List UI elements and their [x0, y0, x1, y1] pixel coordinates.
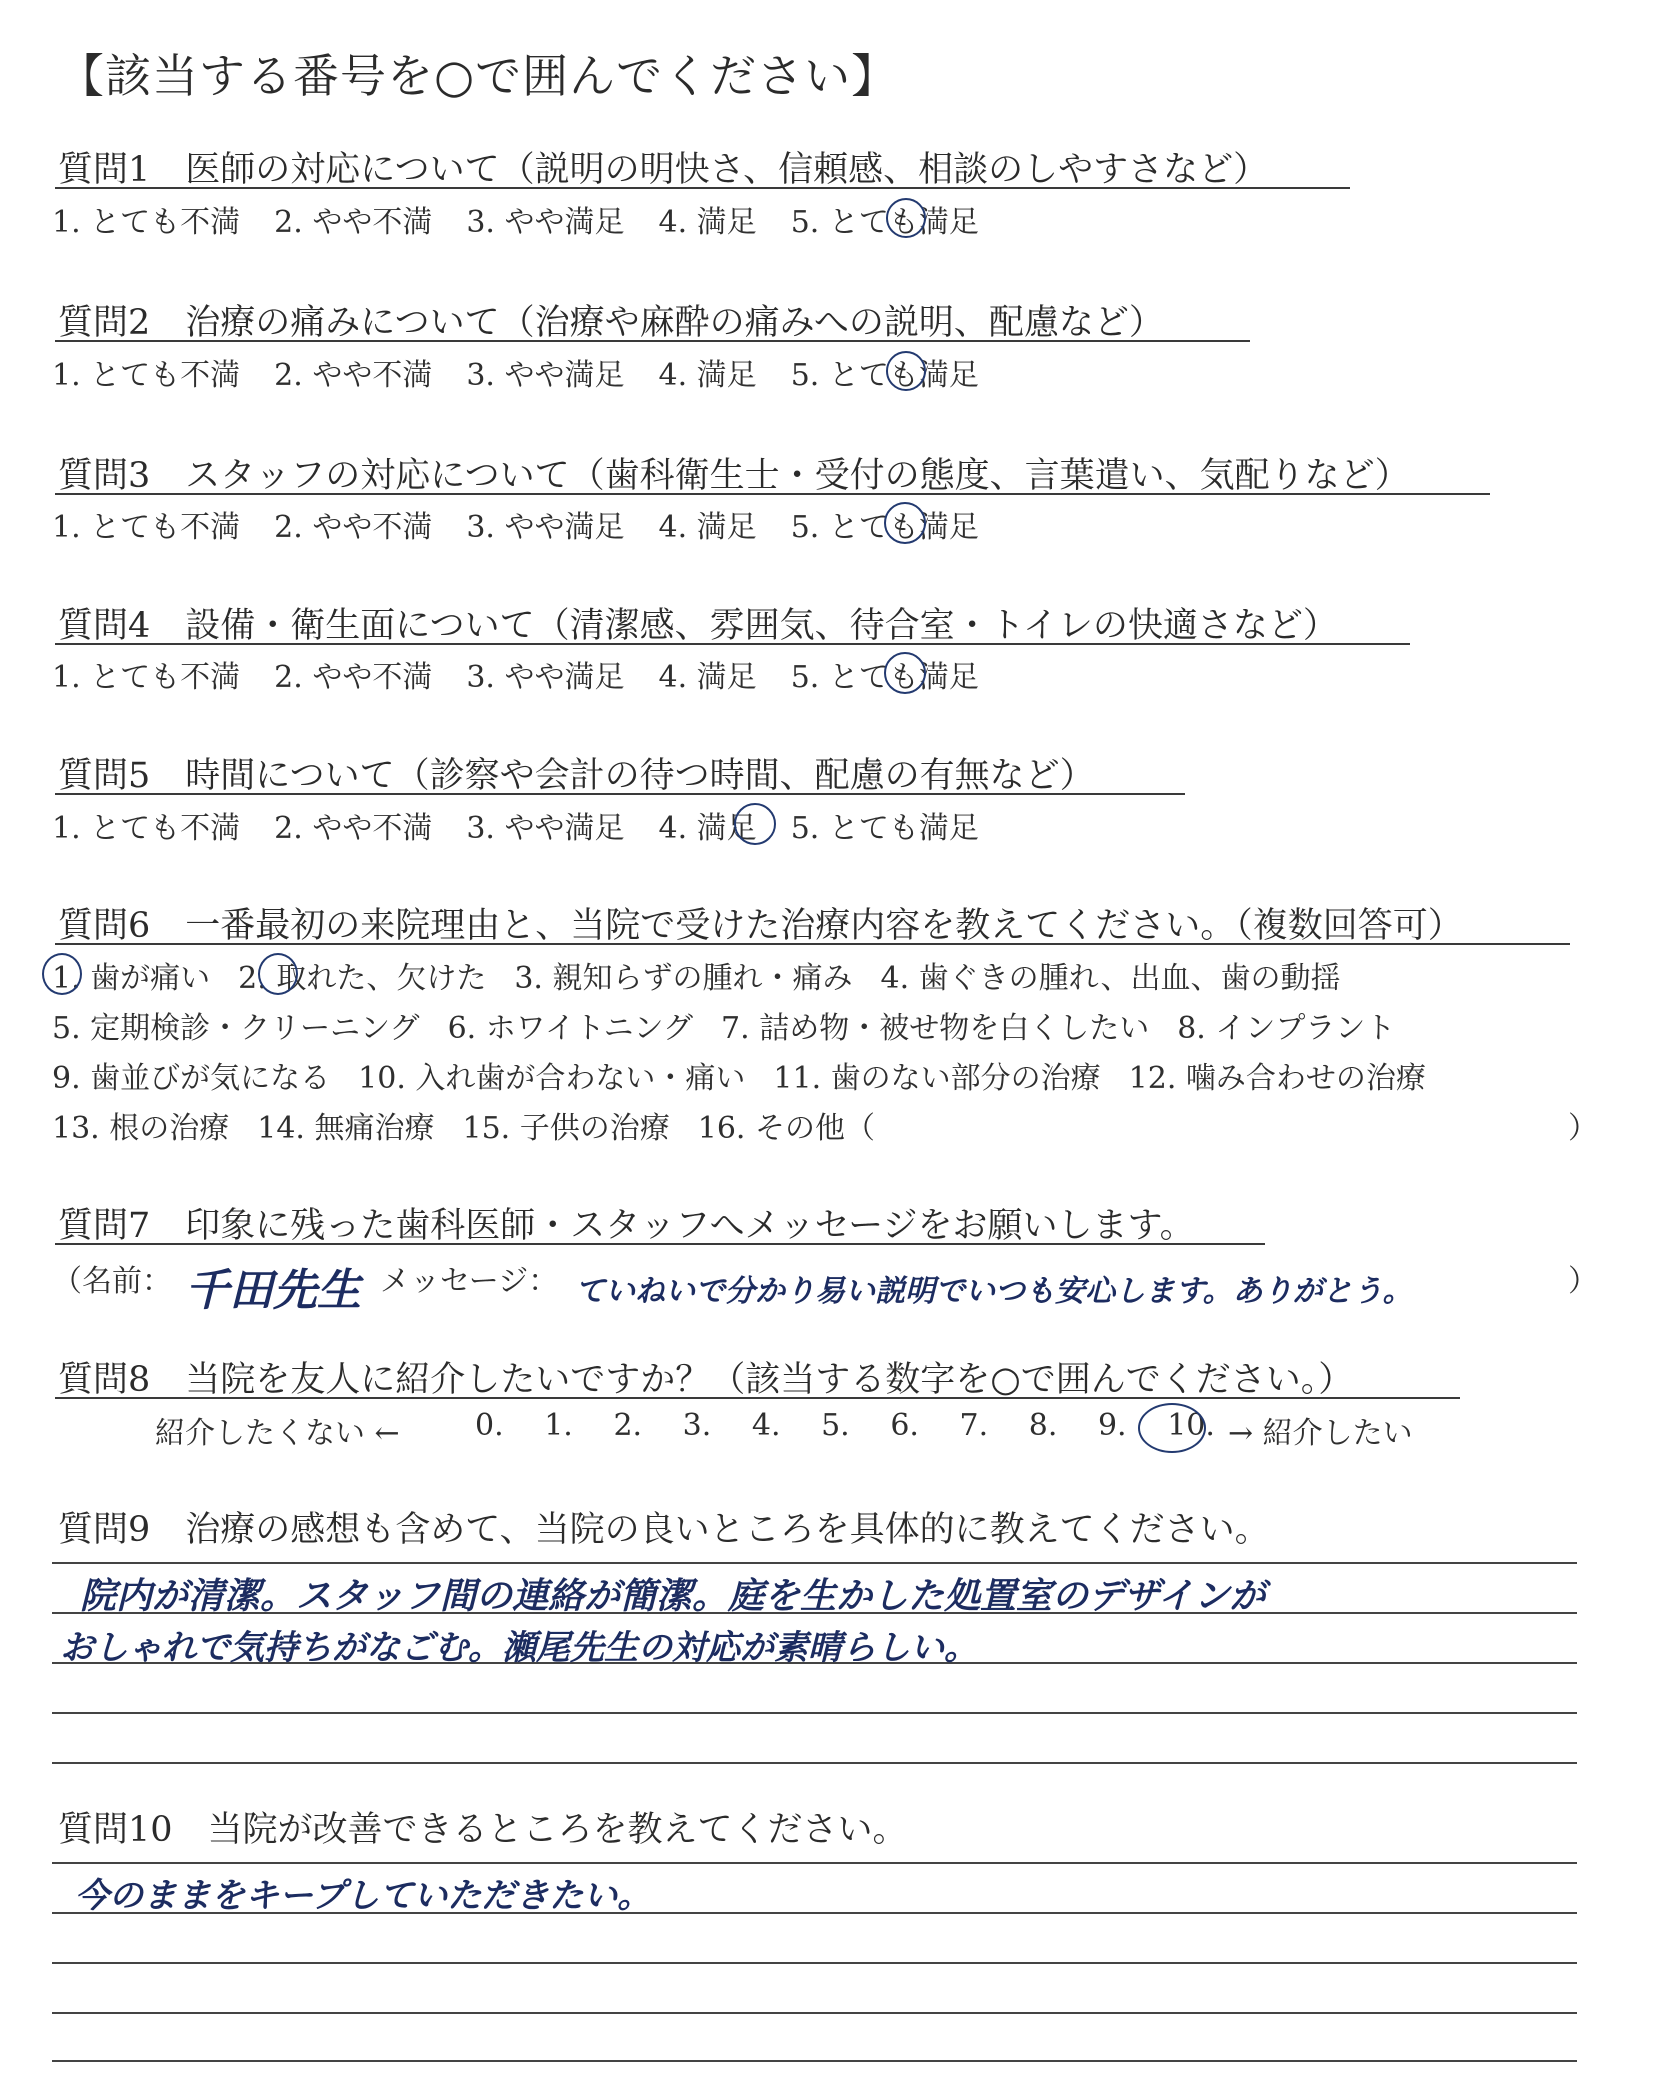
- q1-underline: [55, 187, 1350, 189]
- q1-option-2[interactable]: 2. やや不満: [274, 205, 433, 240]
- q3-option-1[interactable]: 1. とても不満: [52, 510, 241, 545]
- q6-option-12[interactable]: 12. 噛み合わせの治療: [1128, 1061, 1426, 1096]
- q10-writing-line-5: [52, 2060, 1577, 2062]
- q4-option-2[interactable]: 2. やや不満: [274, 660, 433, 695]
- q4-options: [52, 652, 979, 696]
- q3-option-5[interactable]: 5. とても満足: [790, 510, 979, 545]
- q8-scale: [475, 1408, 1215, 1443]
- q10-label: 質問10 当院が改善できるところを教えてください。: [58, 1810, 908, 1850]
- q2-option-3[interactable]: 3. やや満足: [466, 358, 625, 393]
- q6-option-13[interactable]: 13. 根の治療: [52, 1111, 230, 1146]
- q6-option-7[interactable]: 7. 詰め物・被せ物を白くしたい: [721, 1011, 1150, 1046]
- q4-label: 質問4 設備・衛生面について（清潔感、雰囲気、待合室・トイレの快適さなど）: [58, 606, 1338, 646]
- q1-selection-circle: [886, 198, 926, 238]
- q7-close-paren: ）: [1568, 1264, 1598, 1299]
- q3-option-3[interactable]: 3. やや満足: [466, 510, 625, 545]
- q6-option-8[interactable]: 8. インプラント: [1177, 1011, 1396, 1046]
- q10-writing-line-4: [52, 2012, 1577, 2014]
- q8-number-10[interactable]: 10.: [1167, 1408, 1215, 1443]
- q8-number-3[interactable]: 3.: [682, 1408, 712, 1443]
- q6-row-4: [52, 1103, 875, 1147]
- q1-option-3[interactable]: 3. やや満足: [466, 205, 625, 240]
- q5-option-2[interactable]: 2. やや不満: [274, 811, 433, 846]
- q8-number-9[interactable]: 9.: [1097, 1408, 1127, 1443]
- q7-message-label: メッセージ：: [380, 1264, 559, 1299]
- q4-option-4[interactable]: 4. 満足: [658, 660, 757, 695]
- q9-writing-line-5: [52, 1762, 1577, 1764]
- q8-number-8[interactable]: 8.: [1028, 1408, 1058, 1443]
- q8-label: 質問8 当院を友人に紹介したいですか？（該当する数字を○で囲んでください。）: [58, 1360, 1354, 1400]
- q8-number-7[interactable]: 7.: [959, 1408, 989, 1443]
- q1-option-4[interactable]: 4. 満足: [658, 205, 757, 240]
- q5-label: 質問5 時間について（診察や会計の待つ時間、配慮の有無など）: [58, 756, 1095, 796]
- q10-writing-line-3: [52, 1962, 1577, 1964]
- q4-option-3[interactable]: 3. やや満足: [466, 660, 625, 695]
- q2-selection-circle: [886, 351, 926, 391]
- q6-option-15[interactable]: 15. 子供の治療: [462, 1111, 670, 1146]
- q3-underline: [55, 493, 1490, 495]
- q6-selection-circle-1: [42, 953, 82, 995]
- q6-option-5[interactable]: 5. 定期検診・クリーニング: [52, 1011, 420, 1046]
- q5-option-1[interactable]: 1. とても不満: [52, 811, 241, 846]
- q5-underline: [55, 793, 1185, 795]
- q8-right-label: → 紹介したい: [1228, 1416, 1413, 1451]
- q8-number-1[interactable]: 1.: [544, 1408, 573, 1443]
- q6-option-1[interactable]: 1. 歯が痛い: [52, 961, 211, 996]
- q6-option-11[interactable]: 11. 歯のない部分の治療: [773, 1061, 1101, 1096]
- q6-row-3: [52, 1053, 1426, 1097]
- q5-selection-circle: [734, 803, 776, 845]
- q6-row-1: [52, 953, 1340, 997]
- q6-row-2: [52, 1003, 1395, 1047]
- q8-number-2[interactable]: 2.: [613, 1408, 643, 1443]
- q6-option-16[interactable]: 16. その他（: [697, 1111, 875, 1146]
- q7-message-value[interactable]: ていねいで分かり易い説明でいつも安心します。ありがとう。: [575, 1274, 1413, 1309]
- q6-selection-circle-2: [258, 953, 298, 995]
- q5-options: [52, 803, 979, 847]
- q6-label: 質問6 一番最初の来院理由と、当院で受けた治療内容を教えてください。（複数回答可）: [58, 906, 1463, 946]
- q1-options: [52, 197, 979, 241]
- q2-label: 質問2 治療の痛みについて（治療や麻酔の痛みへの説明、配慮など）: [58, 303, 1164, 343]
- q2-option-1[interactable]: 1. とても不満: [52, 358, 241, 393]
- q2-options: [52, 350, 979, 394]
- q8-number-0[interactable]: 0.: [475, 1408, 504, 1443]
- q2-option-2[interactable]: 2. やや不満: [274, 358, 433, 393]
- q6-underline: [55, 943, 1570, 945]
- q9-answer-line-2[interactable]: おしゃれで気持ちがなごむ。瀬尾先生の対応が素晴らしい。: [60, 1628, 978, 1668]
- q7-underline: [55, 1243, 1265, 1245]
- q7-label: 質問7 印象に残った歯科医師・スタッフへメッセージをお願いします。: [58, 1206, 1195, 1246]
- q10-answer-line-1[interactable]: 今のままをキープしていただきたい。: [75, 1876, 652, 1916]
- q2-underline: [55, 340, 1250, 342]
- q6-option-14[interactable]: 14. 無痛治療: [257, 1111, 435, 1146]
- q7-name-label: （名前：: [52, 1264, 172, 1299]
- q8-selection-circle: [1138, 1403, 1206, 1453]
- page-title: 【該当する番号を○で囲んでください】: [58, 49, 899, 103]
- q9-writing-line-1: [52, 1562, 1577, 1564]
- q8-underline: [55, 1397, 1460, 1399]
- q2-option-5[interactable]: 5. とても満足: [790, 358, 979, 393]
- q5-option-4[interactable]: 4. 満足: [658, 811, 757, 846]
- q9-writing-line-4: [52, 1712, 1577, 1714]
- q6-other-close-paren: ）: [1568, 1111, 1598, 1146]
- q6-option-2[interactable]: 2. 取れた、欠けた: [238, 961, 487, 996]
- q8-left-label: 紹介したくない ←: [155, 1416, 400, 1451]
- q5-option-3[interactable]: 3. やや満足: [466, 811, 625, 846]
- q4-option-1[interactable]: 1. とても不満: [52, 660, 241, 695]
- q1-option-1[interactable]: 1. とても不満: [52, 205, 241, 240]
- q2-option-4[interactable]: 4. 満足: [658, 358, 757, 393]
- q3-selection-circle: [884, 502, 926, 544]
- q8-number-4[interactable]: 4.: [751, 1408, 781, 1443]
- q6-option-9[interactable]: 9. 歯並びが気になる: [52, 1061, 331, 1096]
- q9-label: 質問9 治療の感想も含めて、当院の良いところを具体的に教えてください。: [58, 1510, 1270, 1550]
- q1-label: 質問1 医師の対応について（説明の明快さ、信頼感、相談のしやすさなど）: [58, 150, 1269, 190]
- q6-option-6[interactable]: 6. ホワイトニング: [447, 1011, 694, 1046]
- q7-name-value[interactable]: 千田先生: [185, 1265, 361, 1316]
- q4-underline: [55, 643, 1410, 645]
- q8-number-5[interactable]: 5.: [821, 1408, 850, 1443]
- q3-label: 質問3 スタッフの対応について（歯科衛生士・受付の態度、言葉遣い、気配りなど）: [58, 456, 1410, 496]
- q10-writing-line-1: [52, 1862, 1577, 1864]
- q3-option-4[interactable]: 4. 満足: [658, 510, 757, 545]
- q1-option-5[interactable]: 5. とても満足: [790, 205, 979, 240]
- q8-number-6[interactable]: 6.: [890, 1408, 919, 1443]
- q6-option-3[interactable]: 3. 親知らずの腫れ・痛み: [514, 961, 853, 996]
- q3-options: [52, 502, 979, 546]
- q3-option-2[interactable]: 2. やや不満: [274, 510, 433, 545]
- q5-option-5[interactable]: 5. とても満足: [790, 811, 979, 846]
- q6-option-4[interactable]: 4. 歯ぐきの腫れ、出血、歯の動揺: [880, 961, 1341, 996]
- q6-option-10[interactable]: 10. 入れ歯が合わない・痛い: [358, 1061, 746, 1096]
- q9-answer-line-1[interactable]: 院内が清潔。スタッフ間の連絡が簡潔。庭を生かした処置室のデザインが: [80, 1576, 1266, 1617]
- q4-option-5[interactable]: 5. とても満足: [790, 660, 979, 695]
- q4-selection-circle: [884, 652, 926, 694]
